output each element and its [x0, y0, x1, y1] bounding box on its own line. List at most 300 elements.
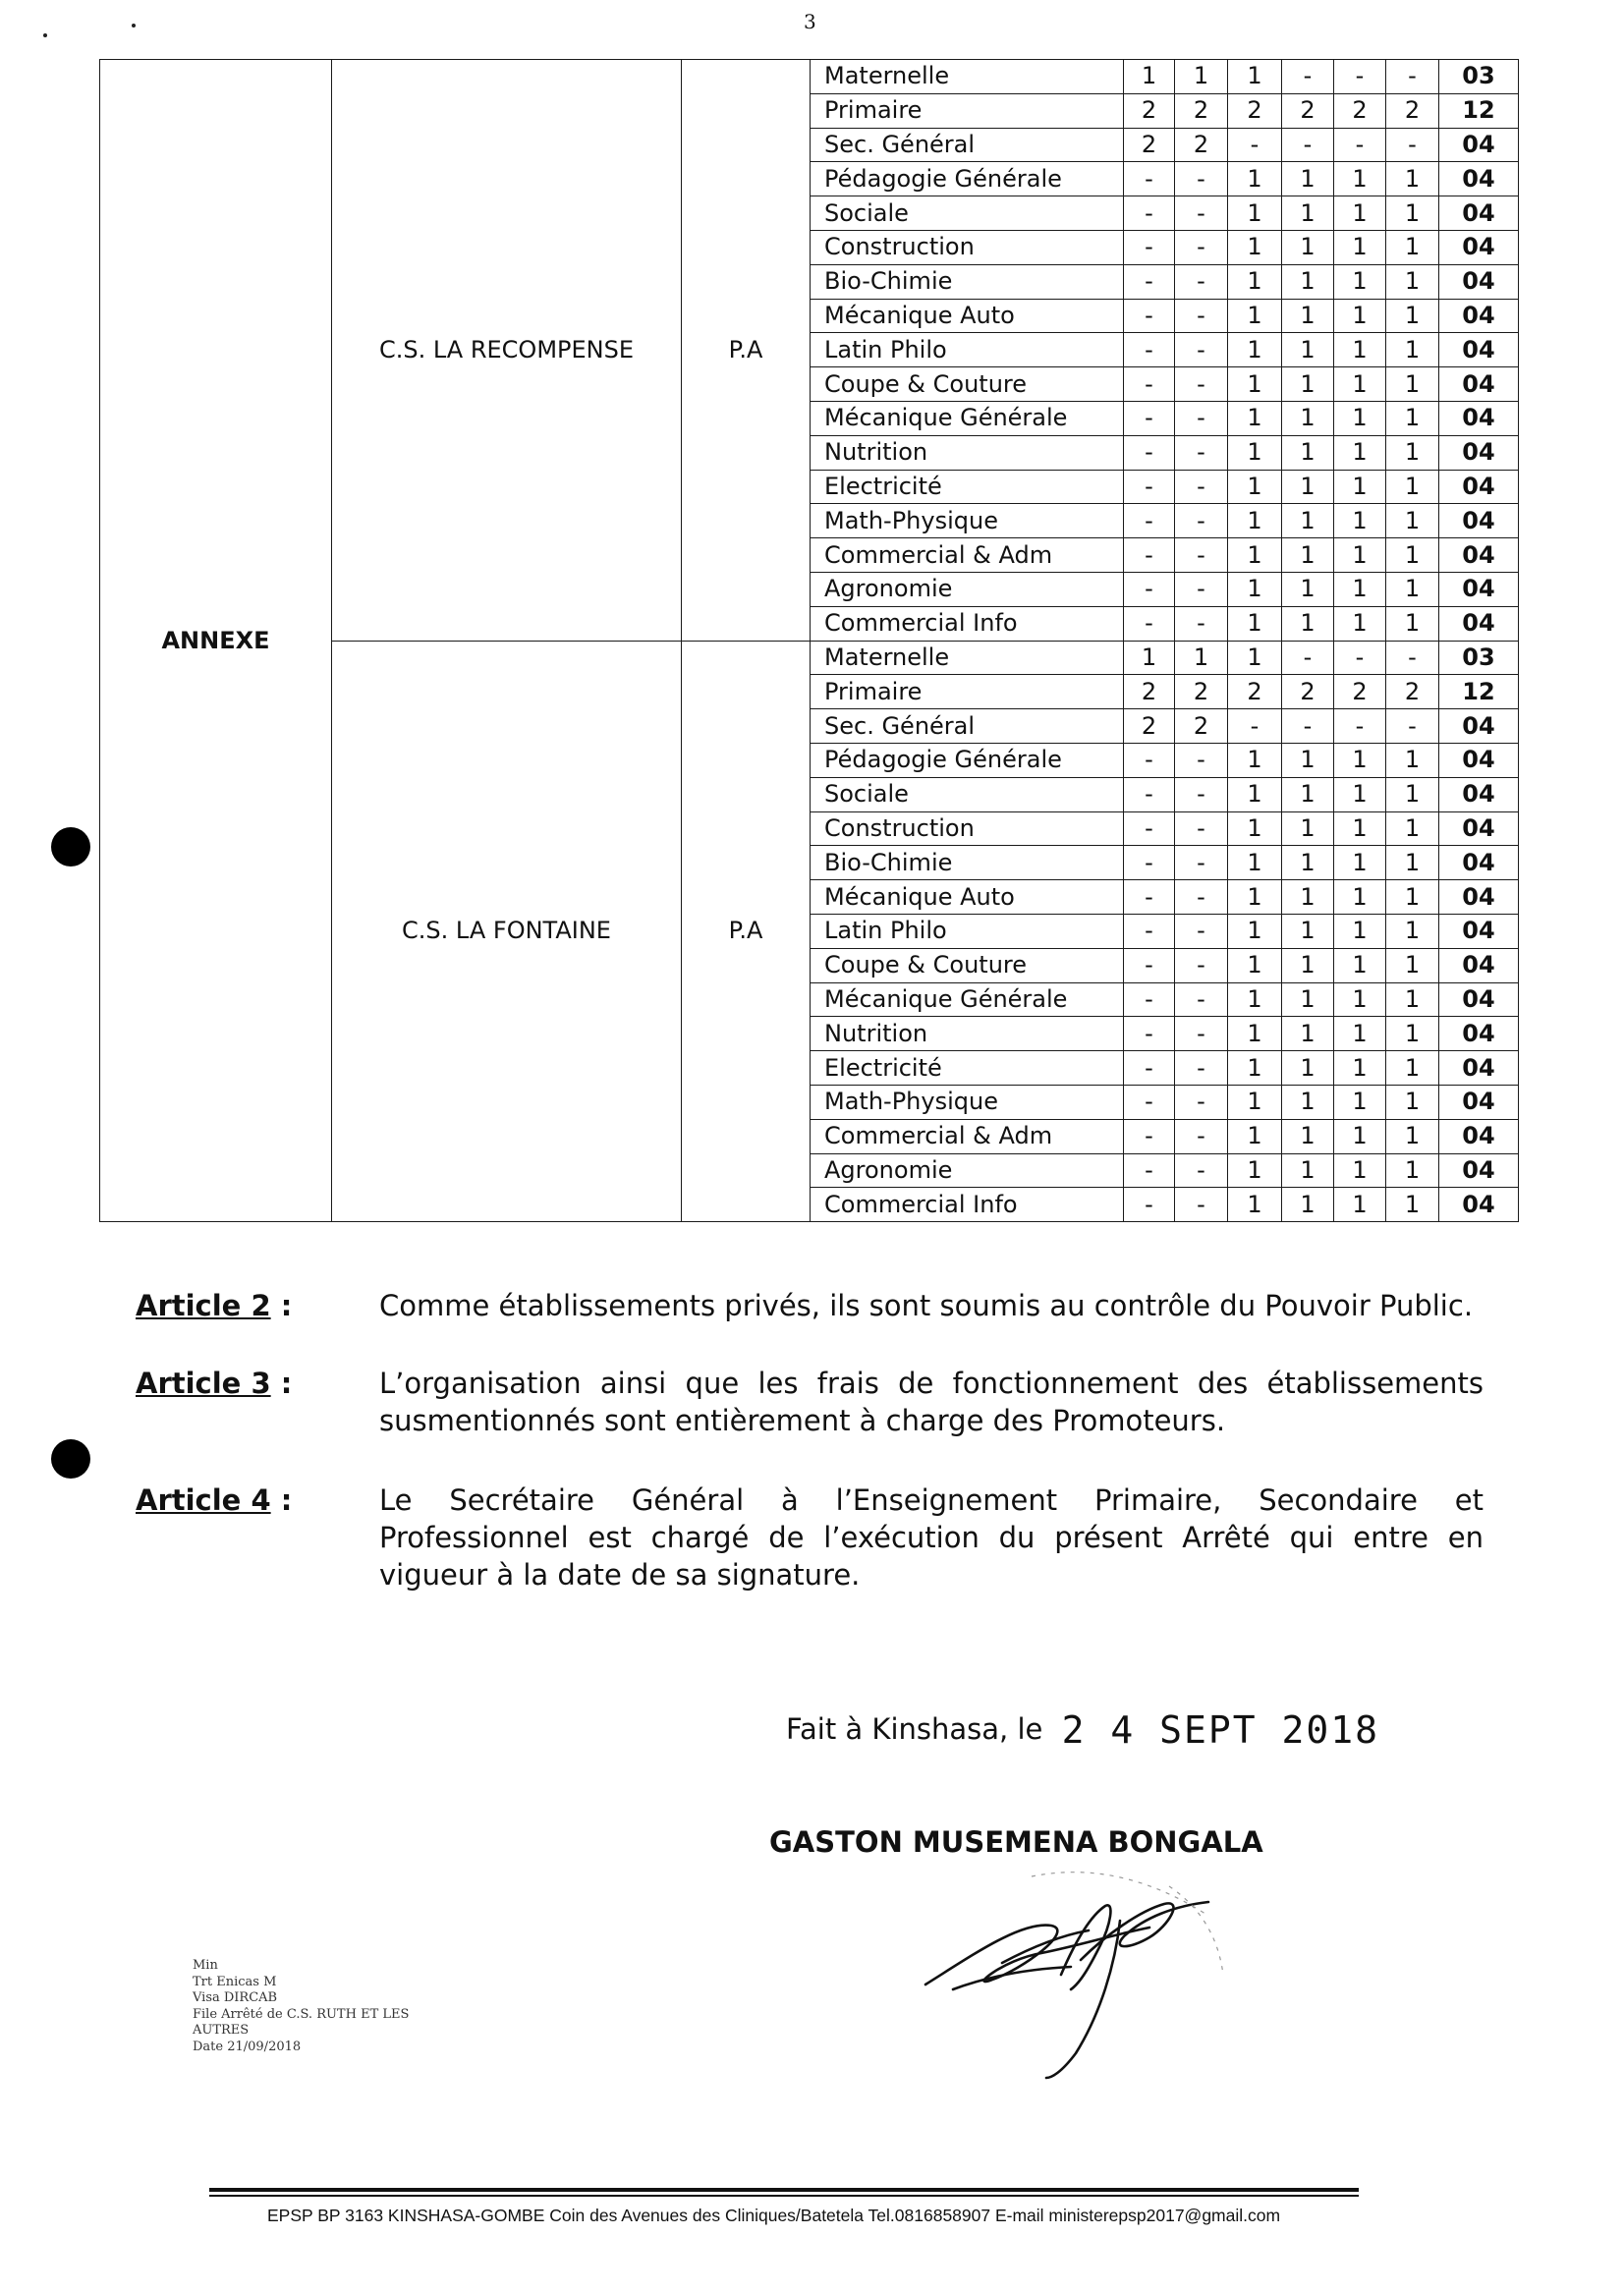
class-count: 1 [1228, 811, 1282, 846]
class-count: 1 [1386, 777, 1439, 811]
row-total: 04 [1439, 333, 1519, 367]
annexe-label: ANNEXE [100, 60, 332, 1222]
section-name: Mécanique Auto [811, 880, 1124, 915]
class-count: - [1124, 196, 1175, 231]
section-name: Maternelle [811, 641, 1124, 675]
class-count: 1 [1386, 811, 1439, 846]
class-count: 1 [1228, 470, 1282, 504]
class-count: 1 [1228, 367, 1282, 402]
handwritten-signature [914, 1867, 1228, 2093]
class-count: - [1124, 1085, 1175, 1119]
article-label [136, 1365, 292, 1402]
class-count: 1 [1228, 1051, 1282, 1086]
article-text: Comme établissements privés, ils sont soumis au contrôle du Pouvoir Public. [379, 1289, 1474, 1322]
class-count: 1 [1334, 1017, 1386, 1051]
class-count: 1 [1386, 1085, 1439, 1119]
class-count: 1 [1228, 572, 1282, 606]
row-total: 04 [1439, 606, 1519, 641]
article-text: L’organisation ainsi que les frais de fonctionnement des établissements susmentionnés sont entièrement à charge des Promoteurs. [379, 1367, 1484, 1437]
class-count: 1 [1228, 333, 1282, 367]
class-count: 1 [1282, 230, 1334, 264]
class-count: - [1175, 1188, 1228, 1222]
class-count: 1 [1228, 230, 1282, 264]
article-colon: : [270, 1483, 293, 1517]
article-colon: : [270, 1367, 293, 1400]
class-count: - [1124, 470, 1175, 504]
class-count: - [1175, 811, 1228, 846]
class-count: 1 [1282, 572, 1334, 606]
class-count: 1 [1386, 606, 1439, 641]
class-count: - [1386, 60, 1439, 94]
class-count: - [1175, 1017, 1228, 1051]
class-count: 1 [1282, 435, 1334, 470]
class-count: 1 [1334, 299, 1386, 333]
class-count: - [1334, 60, 1386, 94]
class-count: - [1175, 1051, 1228, 1086]
class-count: 2 [1175, 709, 1228, 744]
class-count: 1 [1334, 504, 1386, 538]
class-count: 1 [1228, 1153, 1282, 1188]
row-total: 04 [1439, 162, 1519, 196]
class-count: 1 [1334, 1051, 1386, 1086]
class-count: 1 [1334, 470, 1386, 504]
section-name: Nutrition [811, 435, 1124, 470]
class-count: 1 [1334, 914, 1386, 948]
class-count: 1 [1334, 367, 1386, 402]
row-total: 12 [1439, 93, 1519, 128]
punch-hole [51, 1439, 90, 1479]
class-count: 2 [1386, 675, 1439, 709]
class-count: - [1175, 846, 1228, 880]
article-number: Article 4 [136, 1483, 271, 1517]
class-count: 1 [1386, 1017, 1439, 1051]
section-name: Bio-Chimie [811, 264, 1124, 299]
class-count: 1 [1334, 606, 1386, 641]
class-count: 2 [1282, 93, 1334, 128]
section-name: Sociale [811, 777, 1124, 811]
class-count: - [1175, 982, 1228, 1017]
minutes-line: Visa DIRCAB [193, 1990, 278, 2005]
row-total: 03 [1439, 60, 1519, 94]
row-total: 04 [1439, 538, 1519, 573]
class-count: - [1386, 128, 1439, 162]
section-name: Construction [811, 811, 1124, 846]
class-count: 2 [1334, 93, 1386, 128]
class-count: - [1124, 504, 1175, 538]
class-count: 1 [1282, 1017, 1334, 1051]
row-total: 04 [1439, 470, 1519, 504]
row-total: 04 [1439, 504, 1519, 538]
class-count: - [1175, 401, 1228, 435]
class-count: - [1175, 914, 1228, 948]
class-count: 1 [1282, 880, 1334, 915]
class-count: 1 [1282, 1153, 1334, 1188]
class-count: 1 [1334, 264, 1386, 299]
section-name: Agronomie [811, 572, 1124, 606]
section-name: Mécanique Générale [811, 982, 1124, 1017]
row-total: 04 [1439, 299, 1519, 333]
class-count: - [1124, 846, 1175, 880]
row-total: 04 [1439, 367, 1519, 402]
section-name: Nutrition [811, 1017, 1124, 1051]
minutes-line: AUTRES [193, 2023, 250, 2038]
class-count: 1 [1334, 333, 1386, 367]
class-count: 1 [1282, 333, 1334, 367]
school-type: P.A [682, 641, 811, 1222]
class-count: - [1175, 367, 1228, 402]
class-count: - [1175, 333, 1228, 367]
class-count: - [1124, 1051, 1175, 1086]
class-count: 1 [1282, 196, 1334, 231]
class-count: 1 [1334, 1119, 1386, 1153]
article-number: Article 3 [136, 1367, 271, 1400]
class-count: 1 [1386, 333, 1439, 367]
class-count: - [1124, 1017, 1175, 1051]
row-total: 04 [1439, 1153, 1519, 1188]
class-count: 2 [1175, 675, 1228, 709]
class-count: - [1334, 128, 1386, 162]
class-count: 1 [1386, 299, 1439, 333]
article-text: Le Secrétaire Général à l’Enseignement Primaire, Secondaire et Professionnel est chargé de l’exécution du présent Arrêté qui entre en vigueur à la date de sa signature. [379, 1483, 1484, 1592]
class-count: 1 [1228, 948, 1282, 982]
class-count: 1 [1334, 880, 1386, 915]
class-count: 1 [1386, 743, 1439, 777]
section-name: Mécanique Générale [811, 401, 1124, 435]
article-colon: : [270, 1289, 293, 1322]
class-count: 1 [1386, 435, 1439, 470]
class-count: 1 [1334, 982, 1386, 1017]
signer-name: GASTON MUSEMENA BONGALA [769, 1825, 1263, 1859]
row-total: 04 [1439, 230, 1519, 264]
section-name: Maternelle [811, 60, 1124, 94]
place-and-date [786, 1705, 1379, 1752]
class-count: - [1175, 948, 1228, 982]
section-name: Commercial & Adm [811, 538, 1124, 573]
class-count: 1 [1386, 846, 1439, 880]
class-count: - [1124, 230, 1175, 264]
class-count: 1 [1228, 60, 1282, 94]
class-count: - [1124, 606, 1175, 641]
section-name: Sec. Général [811, 709, 1124, 744]
class-count: 1 [1282, 538, 1334, 573]
class-count: 1 [1386, 504, 1439, 538]
scan-mark [132, 24, 136, 28]
class-count: - [1175, 230, 1228, 264]
class-count: - [1228, 709, 1282, 744]
class-count: 1 [1334, 1153, 1386, 1188]
class-count: 1 [1228, 162, 1282, 196]
class-count: 1 [1334, 1188, 1386, 1222]
class-count: 1 [1228, 196, 1282, 231]
class-count: 1 [1282, 504, 1334, 538]
school-name: C.S. LA FONTAINE [332, 641, 682, 1222]
class-count: 1 [1386, 572, 1439, 606]
class-count: - [1228, 128, 1282, 162]
class-count: 2 [1386, 93, 1439, 128]
class-count: - [1175, 470, 1228, 504]
class-count: 1 [1334, 230, 1386, 264]
class-count: 1 [1282, 1188, 1334, 1222]
class-count: 2 [1124, 93, 1175, 128]
class-count: - [1175, 1085, 1228, 1119]
section-name: Latin Philo [811, 914, 1124, 948]
class-count: 1 [1228, 743, 1282, 777]
class-count: - [1175, 743, 1228, 777]
row-total: 04 [1439, 914, 1519, 948]
class-count: 1 [1282, 401, 1334, 435]
section-name: Math-Physique [811, 1085, 1124, 1119]
signature-date-stamp: 2 4 SEPT 2018 [1061, 1708, 1379, 1752]
section-name: Sec. Général [811, 128, 1124, 162]
section-name: Agronomie [811, 1153, 1124, 1188]
class-count: 1 [1228, 1119, 1282, 1153]
class-count: - [1282, 128, 1334, 162]
footer-rule [209, 2188, 1359, 2192]
class-count: 1 [1282, 470, 1334, 504]
row-total: 04 [1439, 128, 1519, 162]
row-total: 04 [1439, 1051, 1519, 1086]
row-total: 04 [1439, 709, 1519, 744]
minutes-line: Min [193, 1958, 218, 1973]
class-count: 2 [1334, 675, 1386, 709]
class-count: - [1175, 880, 1228, 915]
class-count: - [1124, 264, 1175, 299]
class-count: 1 [1228, 401, 1282, 435]
class-count: 2 [1228, 93, 1282, 128]
class-count: 2 [1124, 675, 1175, 709]
class-count: - [1124, 1153, 1175, 1188]
class-count: 1 [1228, 504, 1282, 538]
section-name: Math-Physique [811, 504, 1124, 538]
class-count: - [1124, 982, 1175, 1017]
class-count: 1 [1334, 196, 1386, 231]
class-count: - [1175, 196, 1228, 231]
class-count: 1 [1334, 743, 1386, 777]
class-count: - [1175, 435, 1228, 470]
class-count: 2 [1124, 128, 1175, 162]
row-total: 04 [1439, 948, 1519, 982]
footer-rule [209, 2195, 1359, 2197]
row-total: 04 [1439, 1085, 1519, 1119]
class-count: - [1386, 709, 1439, 744]
class-count: 1 [1124, 60, 1175, 94]
section-name: Primaire [811, 675, 1124, 709]
class-count: 1 [1386, 196, 1439, 231]
class-count: 1 [1386, 1153, 1439, 1188]
class-count: 1 [1334, 948, 1386, 982]
row-total: 04 [1439, 435, 1519, 470]
row-total: 04 [1439, 196, 1519, 231]
class-count: 1 [1228, 777, 1282, 811]
class-count: - [1124, 435, 1175, 470]
class-count: 1 [1334, 846, 1386, 880]
section-name: Coupe & Couture [811, 948, 1124, 982]
section-name: Commercial & Adm [811, 1119, 1124, 1153]
class-count: - [1175, 1153, 1228, 1188]
class-count: - [1175, 572, 1228, 606]
section-name: Electricité [811, 470, 1124, 504]
class-count: - [1124, 880, 1175, 915]
class-count: 1 [1386, 1119, 1439, 1153]
class-count: 1 [1386, 914, 1439, 948]
minutes-block [193, 1958, 409, 2055]
article-label [136, 1481, 292, 1519]
table-body [100, 60, 1519, 1222]
section-name: Pédagogie Générale [811, 162, 1124, 196]
row-total: 04 [1439, 572, 1519, 606]
page-number: 3 [804, 10, 816, 33]
class-count: - [1282, 641, 1334, 675]
class-count: - [1175, 538, 1228, 573]
section-name: Sociale [811, 196, 1124, 231]
class-count: 1 [1386, 162, 1439, 196]
class-count: 1 [1228, 435, 1282, 470]
class-count: 1 [1334, 162, 1386, 196]
class-count: 1 [1282, 264, 1334, 299]
class-count: 1 [1334, 777, 1386, 811]
place-text: Fait à Kinshasa, le [786, 1712, 1043, 1746]
section-name: Bio-Chimie [811, 846, 1124, 880]
class-count: 1 [1334, 1085, 1386, 1119]
table-row [100, 60, 1519, 94]
class-count: - [1124, 538, 1175, 573]
class-count: 1 [1228, 1017, 1282, 1051]
class-count: 1 [1175, 641, 1228, 675]
class-count: 1 [1386, 880, 1439, 915]
class-count: 1 [1282, 914, 1334, 948]
class-count: - [1386, 641, 1439, 675]
class-count: - [1175, 606, 1228, 641]
class-count: 1 [1282, 299, 1334, 333]
class-count: 1 [1386, 367, 1439, 402]
class-count: 1 [1175, 60, 1228, 94]
class-count: - [1282, 709, 1334, 744]
class-count: - [1124, 1188, 1175, 1222]
class-count: 1 [1282, 162, 1334, 196]
class-count: 1 [1386, 538, 1439, 573]
class-count: 1 [1334, 401, 1386, 435]
class-count: - [1124, 914, 1175, 948]
section-name: Coupe & Couture [811, 367, 1124, 402]
row-total: 04 [1439, 264, 1519, 299]
class-count: - [1124, 401, 1175, 435]
class-count: 2 [1228, 675, 1282, 709]
class-count: - [1124, 333, 1175, 367]
class-count: 1 [1228, 538, 1282, 573]
class-count: - [1124, 777, 1175, 811]
section-name: Latin Philo [811, 333, 1124, 367]
row-total: 04 [1439, 743, 1519, 777]
minutes-line: Trt Enicas M [193, 1974, 277, 1989]
class-count: 1 [1124, 641, 1175, 675]
class-count: - [1124, 572, 1175, 606]
class-count: 1 [1282, 1085, 1334, 1119]
class-count: 1 [1386, 230, 1439, 264]
class-count: 1 [1334, 572, 1386, 606]
class-count: 1 [1386, 470, 1439, 504]
class-count: - [1282, 60, 1334, 94]
section-name: Electricité [811, 1051, 1124, 1086]
class-count: 1 [1334, 811, 1386, 846]
school-name: C.S. LA RECOMPENSE [332, 60, 682, 642]
row-total: 04 [1439, 401, 1519, 435]
article-label [136, 1287, 292, 1324]
class-count: 1 [1228, 641, 1282, 675]
row-total: 04 [1439, 1188, 1519, 1222]
class-count: 1 [1386, 948, 1439, 982]
article-number: Article 2 [136, 1289, 271, 1322]
class-count: 1 [1228, 914, 1282, 948]
footer-address: EPSP BP 3163 KINSHASA-GOMBE Coin des Avenues des Cliniques/Batetela Tel.0816858907 E-mail ministerepsp2017@gmail.com [267, 2206, 1281, 2225]
class-count: - [1124, 367, 1175, 402]
minutes-line: Date 21/09/2018 [193, 2039, 302, 2054]
class-count: 1 [1334, 538, 1386, 573]
class-count: 1 [1228, 846, 1282, 880]
class-count: - [1334, 641, 1386, 675]
class-count: 1 [1282, 846, 1334, 880]
section-name: Pédagogie Générale [811, 743, 1124, 777]
class-count: - [1124, 948, 1175, 982]
row-total: 04 [1439, 846, 1519, 880]
row-total: 12 [1439, 675, 1519, 709]
class-count: 1 [1228, 1188, 1282, 1222]
row-total: 04 [1439, 982, 1519, 1017]
class-count: - [1175, 1119, 1228, 1153]
punch-hole [51, 827, 90, 866]
section-name: Primaire [811, 93, 1124, 128]
row-total: 04 [1439, 880, 1519, 915]
minutes-line: File Arrêté de C.S. RUTH ET LES [193, 2006, 410, 2022]
class-count: 2 [1282, 675, 1334, 709]
row-total: 04 [1439, 1017, 1519, 1051]
section-name: Commercial Info [811, 606, 1124, 641]
class-count: 1 [1386, 264, 1439, 299]
school-type: P.A [682, 60, 811, 642]
class-count: 1 [1228, 299, 1282, 333]
class-count: 1 [1228, 982, 1282, 1017]
section-name: Commercial Info [811, 1188, 1124, 1222]
class-count: - [1175, 299, 1228, 333]
class-count: 1 [1386, 1051, 1439, 1086]
class-count: 1 [1282, 948, 1334, 982]
class-count: 1 [1282, 743, 1334, 777]
annexe-table [99, 59, 1519, 1222]
class-count: 1 [1228, 606, 1282, 641]
class-count: 1 [1228, 1085, 1282, 1119]
section-name: Construction [811, 230, 1124, 264]
section-name: Mécanique Auto [811, 299, 1124, 333]
class-count: - [1175, 504, 1228, 538]
class-count: 1 [1282, 811, 1334, 846]
class-count: 2 [1175, 93, 1228, 128]
class-count: 2 [1124, 709, 1175, 744]
class-count: 1 [1282, 1119, 1334, 1153]
class-count: - [1334, 709, 1386, 744]
class-count: 1 [1334, 435, 1386, 470]
class-count: 1 [1282, 982, 1334, 1017]
row-total: 04 [1439, 777, 1519, 811]
scan-mark [43, 33, 47, 37]
class-count: 1 [1386, 401, 1439, 435]
class-count: - [1124, 743, 1175, 777]
class-count: - [1124, 1119, 1175, 1153]
class-count: - [1124, 299, 1175, 333]
class-count: 1 [1282, 367, 1334, 402]
class-count: - [1124, 162, 1175, 196]
class-count: 1 [1282, 1051, 1334, 1086]
row-total: 03 [1439, 641, 1519, 675]
row-total: 04 [1439, 1119, 1519, 1153]
